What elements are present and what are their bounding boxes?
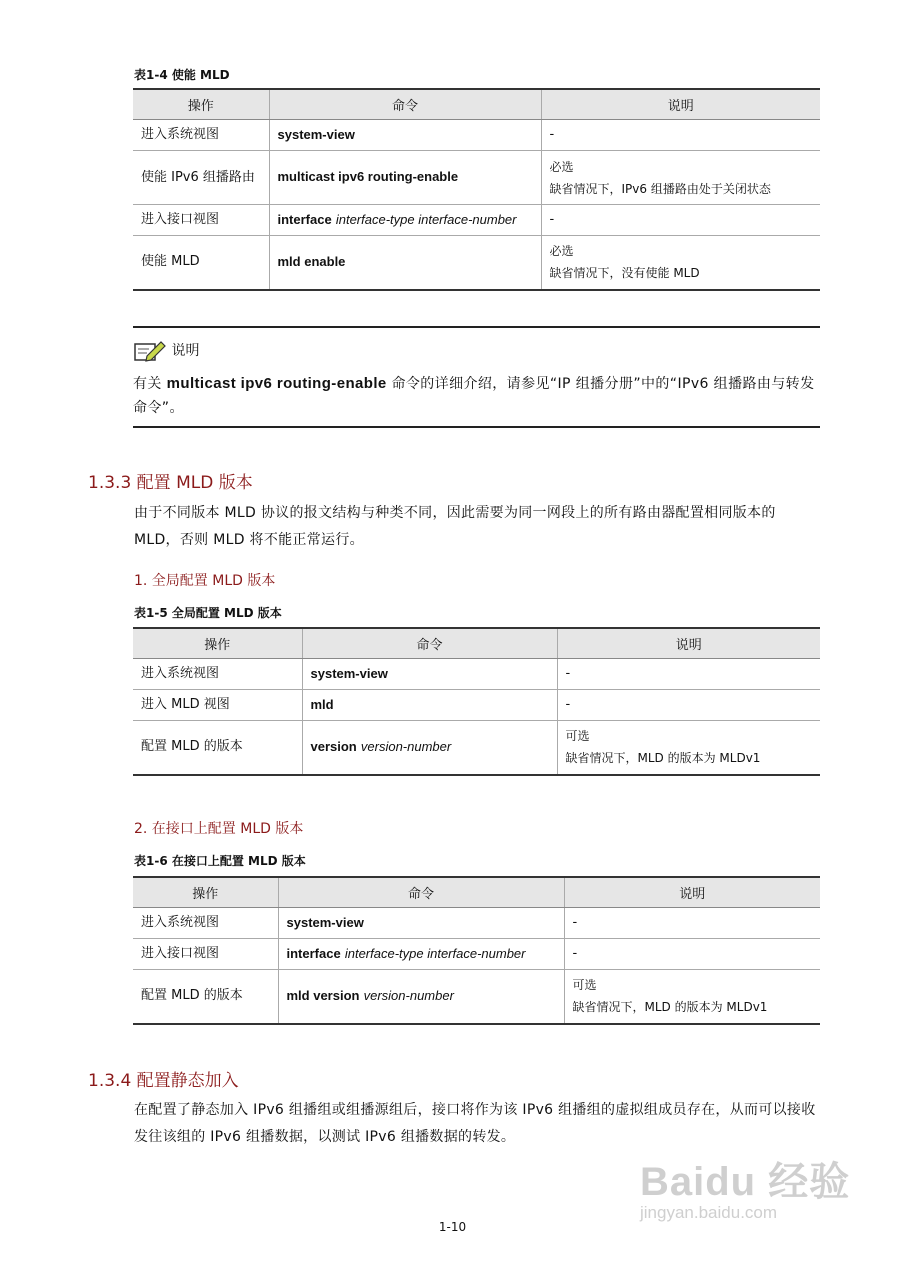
table-row (133, 151, 820, 205)
subsection-heading: 2. 在接口上配置 MLD 版本 (134, 821, 304, 837)
table-caption: 表1-4 使能 MLD (134, 68, 230, 82)
pencil-note-icon (133, 338, 167, 364)
op-cell: 配置 MLD 的版本 (133, 970, 278, 1024)
table-row (133, 205, 820, 236)
desc-cell: 可选 缺省情况下，MLD 的版本为 MLDv1 (564, 970, 820, 1024)
table-global-mld-version (133, 627, 820, 776)
column-header: 操作 (133, 628, 302, 659)
watermark-url: jingyan.baidu.com (640, 1203, 778, 1222)
column-header: 说明 (564, 877, 820, 908)
column-header: 说明 (557, 628, 820, 659)
column-header: 操作 (133, 877, 278, 908)
cmd-cell: system-view (278, 908, 564, 939)
desc-cell: 必选 缺省情况下，IPv6 组播路由处于关闭状态 (541, 151, 820, 205)
table-row (133, 120, 820, 151)
cmd-cell: mld version version-number (278, 970, 564, 1024)
table-row (133, 908, 820, 939)
op-cell: 使能 IPv6 组播路由 (133, 151, 269, 205)
cmd-cell: mld enable (269, 236, 541, 290)
section-paragraph: 在配置了静态加入 IPv6 组播组或组播源组后，接口将作为该 IPv6 组播组的虚拟组成员存在，从而可以接收发往该组的 IPv6 组播数据，以测试 IPv6 组播数据的转发。 (134, 1102, 816, 1145)
desc-cell: - (564, 908, 820, 939)
op-cell: 配置 MLD 的版本 (133, 721, 302, 775)
note-title: 说明 (171, 343, 200, 359)
section-heading: 1.3.4 配置静态加入 (88, 1071, 239, 1091)
section-heading: 1.3.3 配置 MLD 版本 (88, 473, 253, 493)
cmd-cell: interface interface-type interface-number (269, 205, 541, 236)
cmd-cell: system-view (302, 659, 557, 690)
cmd-cell: interface interface-type interface-number (278, 939, 564, 970)
op-cell: 进入接口视图 (133, 205, 269, 236)
op-cell: 使能 MLD (133, 236, 269, 290)
op-cell: 进入系统视图 (133, 908, 278, 939)
op-cell: 进入系统视图 (133, 120, 269, 151)
baidu-watermark (640, 1150, 850, 1223)
table-enable-mld (133, 88, 820, 291)
column-header: 命令 (302, 628, 557, 659)
table-row (133, 236, 820, 290)
desc-cell: - (557, 690, 820, 721)
table-row (133, 970, 820, 1024)
table-row (133, 721, 820, 775)
desc-cell: - (564, 939, 820, 970)
table-caption: 表1-5 全局配置 MLD 版本 (134, 606, 282, 620)
desc-cell: 必选 缺省情况下，没有使能 MLD (541, 236, 820, 290)
op-cell: 进入接口视图 (133, 939, 278, 970)
table-caption: 表1-6 在接口上配置 MLD 版本 (134, 854, 306, 868)
column-header: 说明 (541, 89, 820, 120)
table-interface-mld-version (133, 876, 820, 1025)
desc-cell: - (557, 659, 820, 690)
note-text: 有关 multicast ipv6 routing-enable 命令的详细介绍，请参见“IP 组播分册”中的“IPv6 组播路由与转发命令”。 (133, 375, 815, 416)
desc-cell: 可选 缺省情况下，MLD 的版本为 MLDv1 (557, 721, 820, 775)
table-row (133, 659, 820, 690)
column-header: 命令 (278, 877, 564, 908)
cmd-cell: mld (302, 690, 557, 721)
column-header: 操作 (133, 89, 269, 120)
page-number: 1-10 (438, 1220, 467, 1234)
table-row (133, 939, 820, 970)
cmd-cell: version version-number (302, 721, 557, 775)
desc-cell: - (541, 205, 820, 236)
table-row (133, 690, 820, 721)
op-cell: 进入系统视图 (133, 659, 302, 690)
note-title-row (133, 338, 199, 364)
watermark-logo: Baidu 经验 (640, 1160, 851, 1204)
section-paragraph: 由于不同版本 MLD 协议的报文结构与种类不同，因此需要为同一网段上的所有路由器配置相同版本的 MLD，否则 MLD 将不能正常运行。 (134, 505, 776, 548)
desc-cell: - (541, 120, 820, 151)
note-box (133, 326, 820, 428)
op-cell: 进入 MLD 视图 (133, 690, 302, 721)
cmd-cell: system-view (269, 120, 541, 151)
cmd-cell: multicast ipv6 routing-enable (269, 151, 541, 205)
subsection-heading: 1. 全局配置 MLD 版本 (134, 573, 276, 589)
column-header: 命令 (269, 89, 541, 120)
